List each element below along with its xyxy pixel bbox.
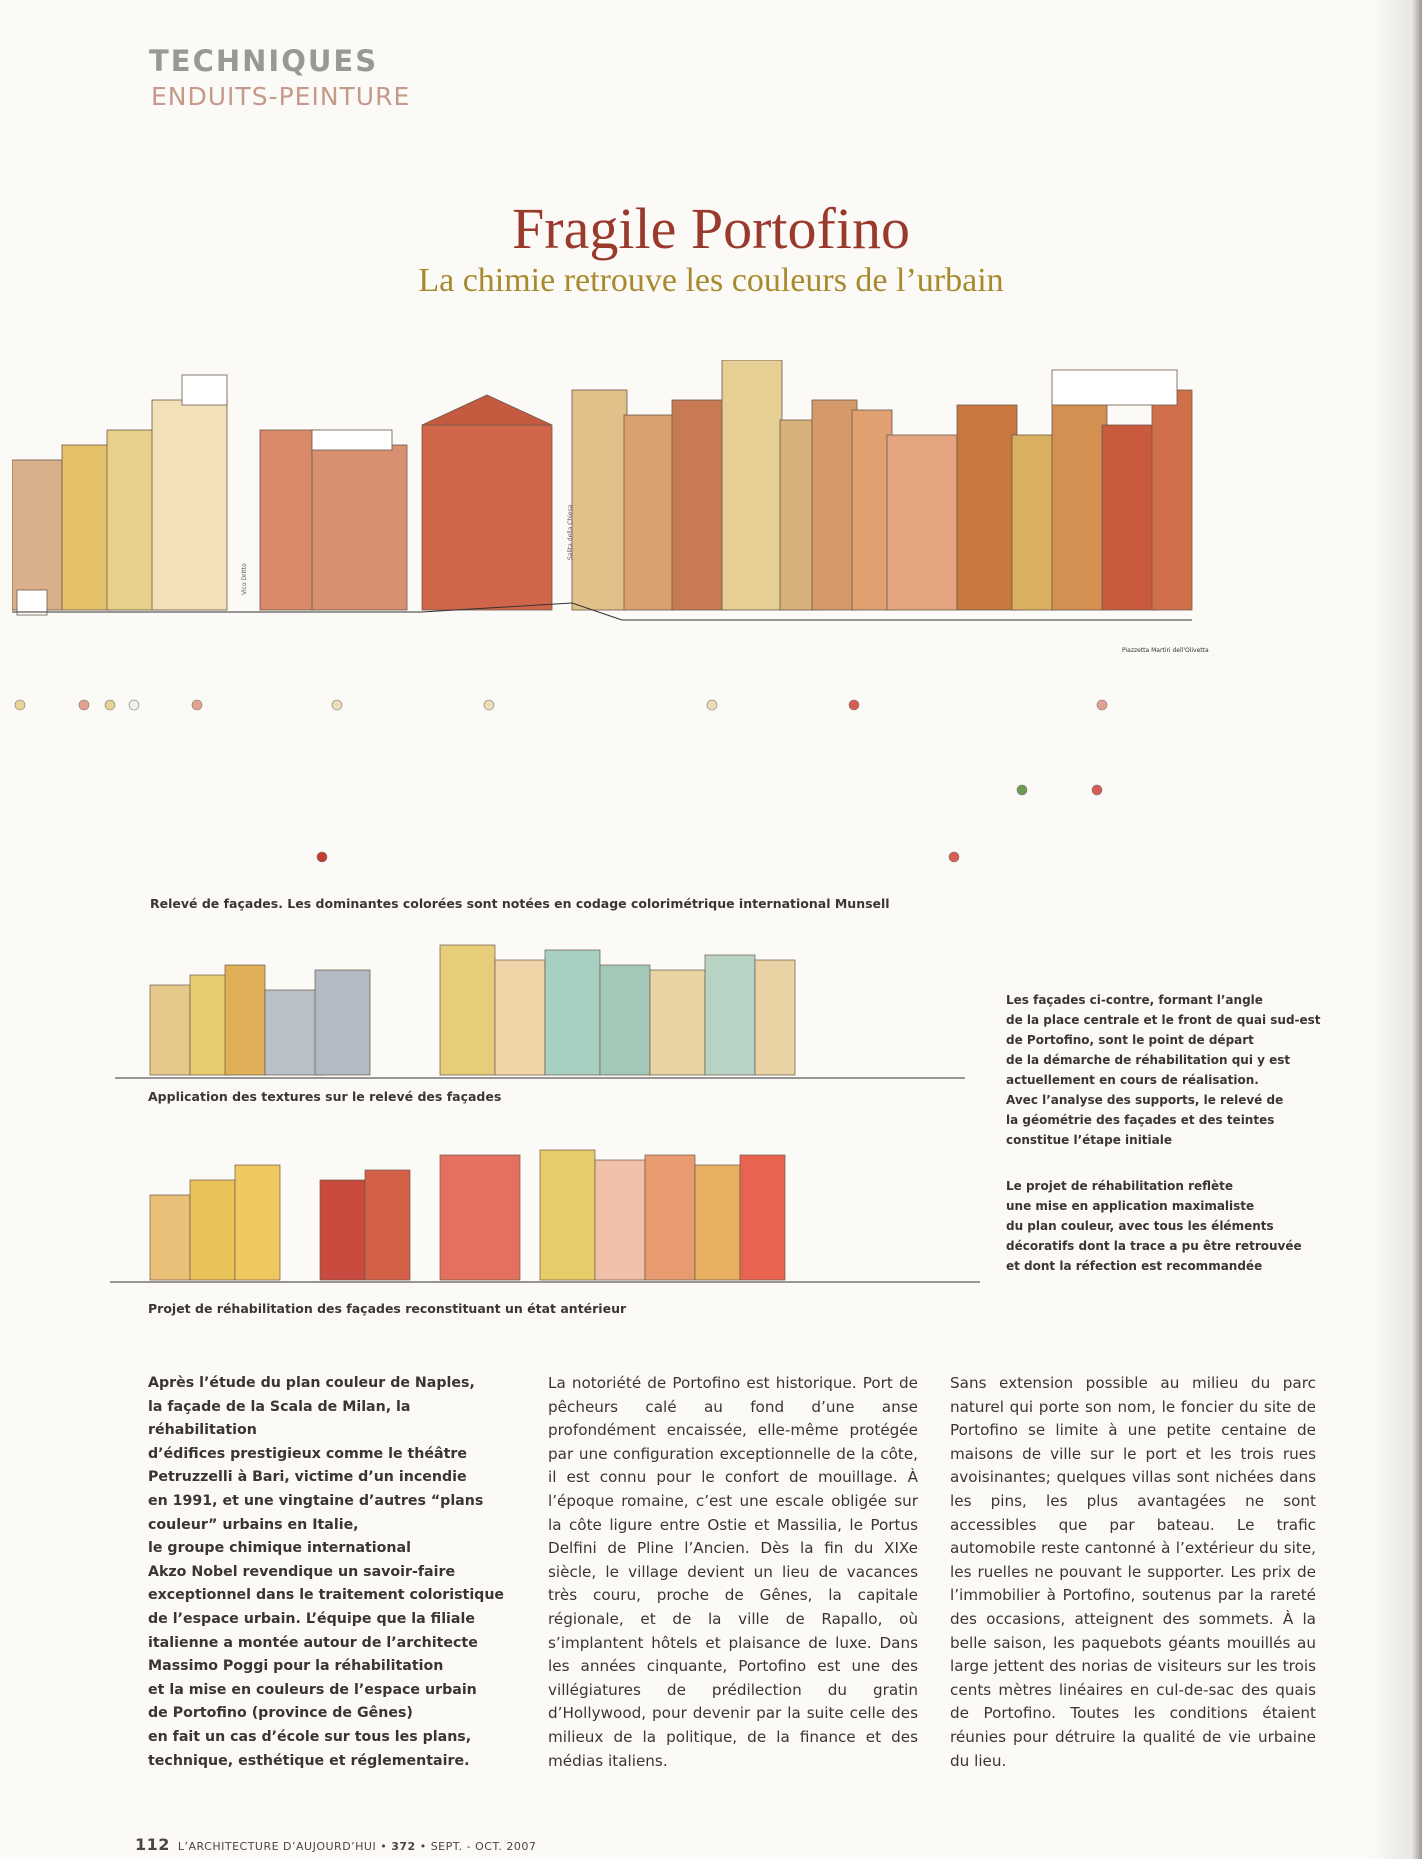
intro-line: Après l’étude du plan couleur de Naples, <box>148 1375 475 1391</box>
piazzetta-label: Piazzetta Martiri dell'Olivetta <box>1122 647 1209 654</box>
page-edge <box>1412 0 1422 1859</box>
subsection-label: ENDUITS-PEINTURE <box>151 82 411 111</box>
facade-elevation <box>12 360 1192 620</box>
article-title: Fragile Portofino <box>512 196 910 261</box>
sidebar-line: la géométrie des façades et des teintes <box>1006 1113 1275 1127</box>
intro-line: le groupe chimique international <box>148 1540 411 1557</box>
footer-separator: • <box>380 1840 388 1853</box>
section-label: TECHNIQUES <box>149 44 379 78</box>
intro-line: Massimo Poggi pour la réhabilitation <box>148 1658 444 1675</box>
article-subtitle: La chimie retrouve les couleurs de l’urbain <box>418 262 1004 299</box>
street-label-vico: Vico Dritto <box>241 563 248 595</box>
sidebar-line: Les façades ci-contre, formant l’angle <box>1006 993 1263 1007</box>
body-column-2 <box>548 1372 918 1773</box>
sidebar-line: de la place centrale et le front de quai sud-est <box>1006 1013 1321 1027</box>
footer-separator: • <box>419 1840 427 1853</box>
sidebar-line: de Portofino, sont le point de départ <box>1006 1033 1254 1047</box>
body-column-intro <box>148 1372 520 1773</box>
body-paragraph: Sans extension possible au milieu du parc naturel qui porte son nom, le foncier du site de Portofino se limite à une petite centaine de maisons de ville sur le port et les trois rues avoisinantes; quelques villas sont nichées dans les pins, les plus avantagées ne sont accessibles que par bateau. Le trafic automobile reste cantonné à l’extérieur du site, les ruelles ne pouvant le supporter. Les prix de l’immobilier à Portofino, soutenus par la rareté des occasions, atteignent des sommets. À la belle saison, les paquebots géants mouillés au large jettent des norias de visiteurs sur les trois cents mètres linéaires en cul-de-sac des quais de Portofino. Toutes les conditions étaient réunies pour détruire la qualité de vie urbaine du lieu. <box>950 1374 1316 1770</box>
issue-number: 372 <box>391 1840 416 1853</box>
textures-figure <box>115 930 965 1080</box>
sidebar-line: de la démarche de réhabilitation qui y est <box>1006 1053 1291 1067</box>
sidebar-line: du plan couleur, avec tous les éléments <box>1006 1219 1274 1233</box>
sidebar-note-1 <box>1006 990 1366 1150</box>
sidebar-note-2 <box>1006 1176 1366 1276</box>
facade-survey-figure <box>12 360 1422 905</box>
sidebar-line: et dont la réfection est recommandée <box>1006 1259 1263 1273</box>
magazine-name: L’ARCHITECTURE D’AUJOURD’HUI <box>177 1840 377 1853</box>
intro-line: technique, esthétique et réglementaire. <box>148 1752 470 1769</box>
intro-line: en fait un cas d’école sur tous les plans, <box>148 1728 472 1745</box>
intro-line: italienne a montée autour de l’architecte <box>148 1634 478 1651</box>
intro-line: couleur” urbains en Italie, <box>148 1516 359 1533</box>
street-label-salita: Salita della Chiesa <box>567 504 574 560</box>
rehab-figure <box>110 1125 980 1287</box>
sidebar-line: une mise en application maximaliste <box>1006 1199 1255 1213</box>
intro-line: la façade de la Scala de Milan, la réhabilitation <box>148 1398 411 1439</box>
intro-line: Akzo Nobel revendique un savoir-faire <box>148 1563 456 1580</box>
survey-caption: Relevé de façades. Les dominantes colorées sont notées en codage colorimétrique international Munsell <box>150 896 890 911</box>
intro-line: de l’espace urbain. L’équipe que la filiale <box>148 1610 475 1627</box>
munsell-swatches <box>15 700 1107 862</box>
intro-line: de Portofino (province de Gênes) <box>148 1705 413 1722</box>
intro-line: Petruzzelli à Bari, victime d’un incendie <box>148 1469 467 1486</box>
body-column-3 <box>950 1372 1316 1773</box>
issue-date: SEPT. - OCT. 2007 <box>430 1840 537 1853</box>
body-paragraph: La notoriété de Portofino est historique. Port de pêcheurs calé au fond d’une anse profondément encaissée, elle-même protégée par une configuration exceptionnelle de la côte, il est connu pour le confort de mouillage. À l’époque romaine, c’est une escale obligée sur la côte ligure entre Ostie et Massilia, le Portus Delfini de Pline l’Ancien. Dès la fin du XIXe siècle, le village devient un lieu de vacances très couru, proche de Gênes, la capitale régionale, et de la ville de Rapallo, où s’implantent hôtels et plaisance de luxe. Dans les années cinquante, Portofino est une des villégiatures de prédilection du gratin d’Hollywood, pour devenir par la suite celle des milieux de la politique, de la finance et des médias italiens. <box>548 1374 918 1770</box>
rehab-caption: Projet de réhabilitation des façades reconstituant un état antérieur <box>148 1301 627 1316</box>
intro-line: exceptionnel dans le traitement coloristique <box>148 1587 505 1604</box>
intro-line: et la mise en couleurs de l’espace urbain <box>148 1681 477 1698</box>
textures-caption: Application des textures sur le relevé des façades <box>148 1089 502 1104</box>
intro-line: d’édifices prestigieux comme le théâtre <box>148 1445 468 1462</box>
sidebar-line: Avec l’analyse des supports, le relevé de <box>1006 1093 1284 1107</box>
sidebar-line: actuellement en cours de réalisation. <box>1006 1073 1259 1087</box>
sidebar-line: décoratifs dont la trace a pu être retrouvée <box>1006 1239 1302 1253</box>
sidebar-line: Le projet de réhabilitation reflète <box>1006 1179 1234 1193</box>
page-footer <box>135 1835 536 1854</box>
page-number: 112 <box>135 1835 170 1854</box>
page-fold-shadow <box>1372 0 1412 1859</box>
intro-line: en 1991, et une vingtaine d’autres “plans <box>148 1492 484 1509</box>
sidebar-line: constitue l’étape initiale <box>1006 1133 1173 1147</box>
